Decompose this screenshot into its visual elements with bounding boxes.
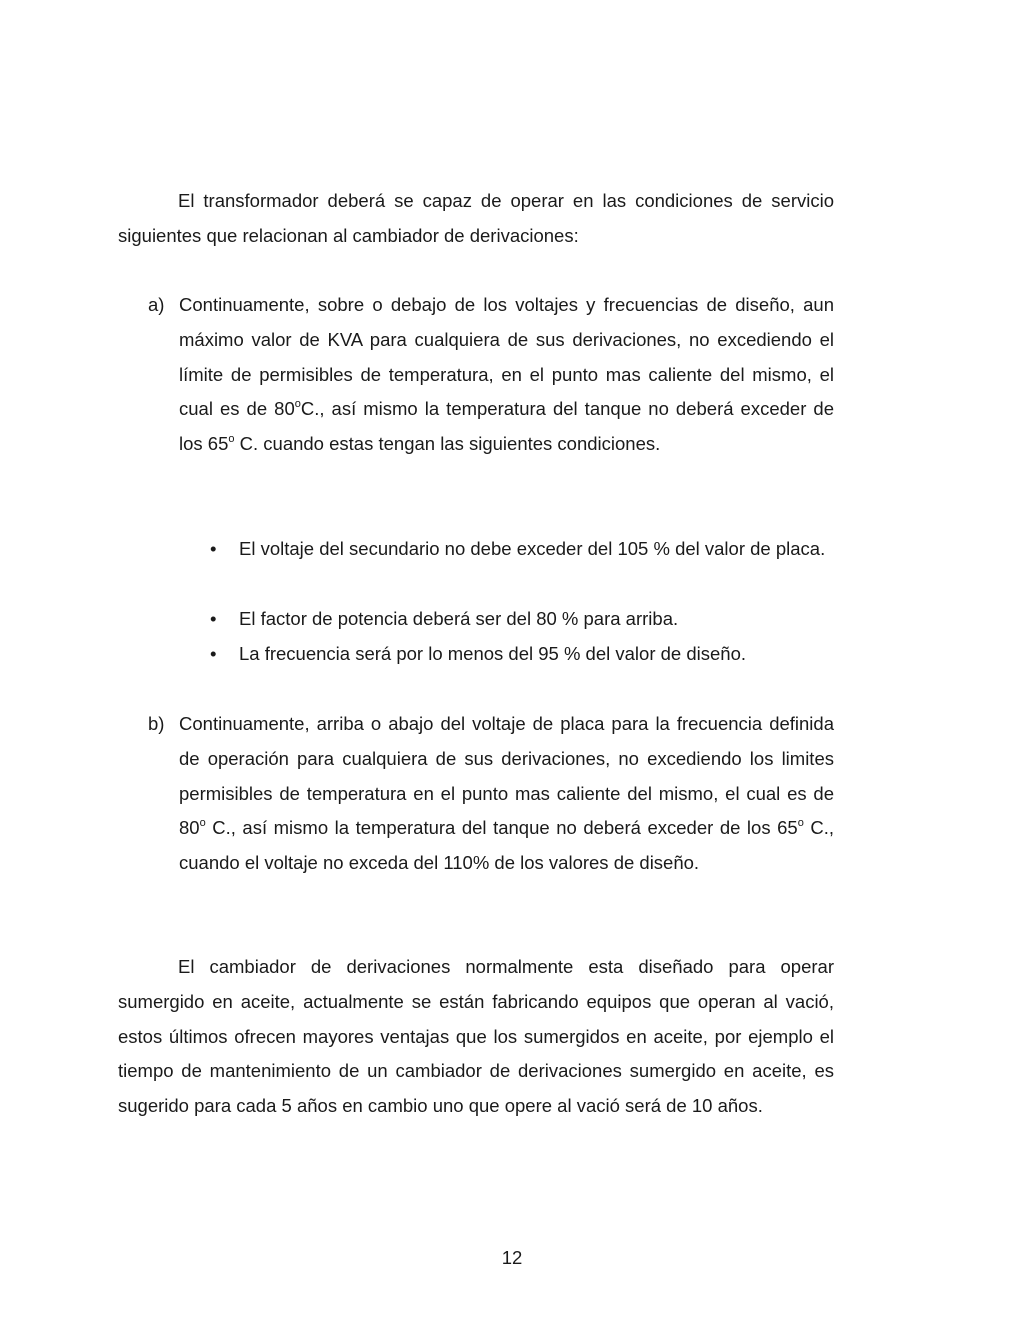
item-a-text-3: C. cuando estas tengan las siguientes condiciones. <box>234 433 661 455</box>
list-item-a-text <box>179 288 834 462</box>
list-marker-a: a) <box>148 294 165 315</box>
list-item-a <box>148 288 834 462</box>
degree-sup-3: o <box>199 817 206 830</box>
list-item-b-text <box>179 707 834 881</box>
bullet-symbol: • <box>210 643 217 664</box>
item-a-text-2: C., así mismo la temperatura del tanque no deberá exceder de los 65 <box>179 398 834 455</box>
list-marker-b: b) <box>148 713 165 734</box>
item-b-text-1: Continuamente, arriba o abajo del voltaje de placa para la frecuencia definida de operación para cualquiera de sus derivaciones, no excediendo los limites permisibles de temperatura en el punto mas caliente del mismo, el cual es de 80 <box>179 713 834 839</box>
intro-paragraph: El transformador deberá se capaz de operar en las condiciones de servicio siguientes que relacionan al cambiador de derivaciones: <box>118 190 834 246</box>
bullet-symbol: • <box>210 608 217 629</box>
bullet-text: La frecuencia será por lo menos del 95 % del valor de diseño. <box>239 643 746 664</box>
list-item-b <box>148 707 834 881</box>
bullet-item <box>210 602 834 637</box>
degree-sup-4: o <box>797 817 804 830</box>
closing-paragraph: El cambiador de derivaciones normalmente esta diseñado para operar sumergido en aceite, actualmente se están fabricando equipos que operan al vació, estos últimos ofrecen mayores ventajas que los sumergidos en aceite, por ejemplo el tiempo de mantenimiento de un cambiador de derivaciones sumergido en aceite, es sugerido para cada 5 años en cambio uno que opere al vació será de 10 años. <box>118 956 834 1117</box>
bullet-item <box>210 637 834 672</box>
item-b-text-3: C., cuando el voltaje no exceda del 110% de los valores de diseño. <box>179 817 835 874</box>
bullet-item <box>210 532 834 567</box>
item-b-text-2: C., así mismo la temperatura del tanque no deberá exceder de los 65 <box>205 817 798 839</box>
item-a-text-1: Continuamente, sobre o debajo de los voltajes y frecuencias de diseño, aun máximo valor de KVA para cualquiera de sus derivaciones, no excediendo el límite de permisibles de temperatura, en el punto mas caliente del mismo, el cual es de 80 <box>179 294 834 420</box>
degree-sup-1: o <box>294 398 301 411</box>
degree-sup-2: o <box>228 433 235 446</box>
page-number: 12 <box>501 1247 523 1268</box>
bullet-text: El factor de potencia deberá ser del 80 % para arriba. <box>239 608 679 629</box>
bullet-symbol: • <box>210 538 217 559</box>
bullet-text: El voltaje del secundario no debe exceder del 105 % del valor de placa. <box>239 538 826 559</box>
